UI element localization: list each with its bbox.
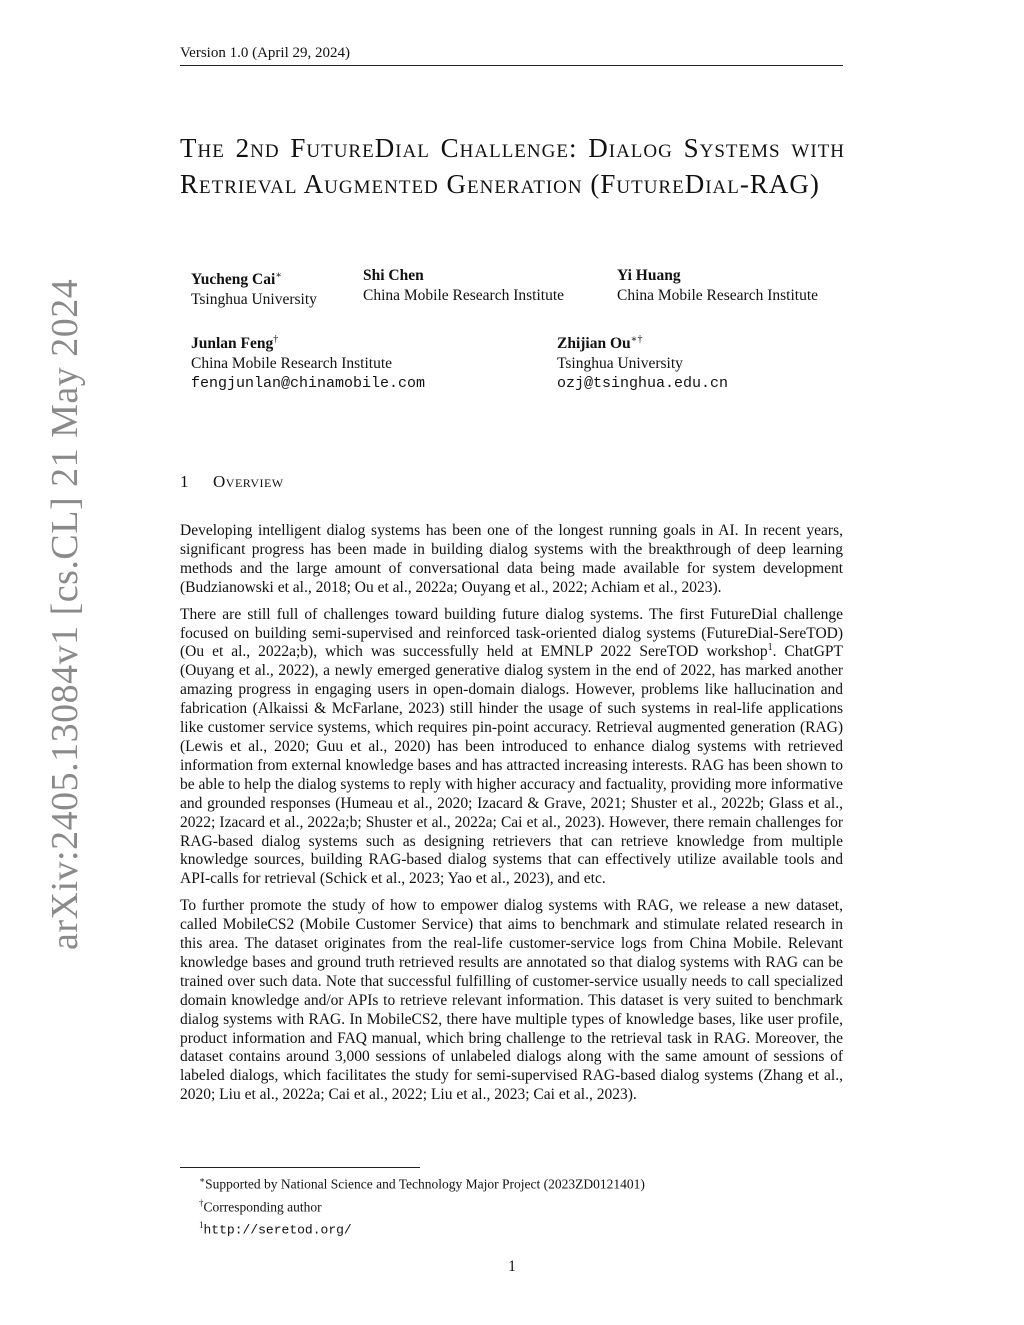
footnote-mark: 1 bbox=[199, 1220, 204, 1230]
author-mark: ∗ bbox=[275, 270, 283, 281]
author-name: Yucheng Cai bbox=[191, 271, 276, 289]
page-number: 1 bbox=[508, 1258, 516, 1275]
author-affiliation: Tsinghua University bbox=[191, 291, 317, 309]
author-affiliation: China Mobile Research Institute bbox=[191, 355, 393, 373]
author-block bbox=[191, 266, 317, 310]
footnote-rule bbox=[180, 1167, 420, 1168]
footnote bbox=[199, 1216, 839, 1240]
footnote-mark: † bbox=[199, 1197, 204, 1208]
author-block bbox=[191, 330, 425, 394]
body-text bbox=[180, 522, 843, 1113]
arxiv-identifier: arXiv:2405.13084v1 [cs.CL] 21 May 2024 bbox=[44, 278, 86, 950]
paragraph bbox=[180, 606, 843, 890]
author-name: Zhijian Ou bbox=[557, 335, 631, 353]
footnote-mark: ∗ bbox=[199, 1175, 206, 1185]
author-block bbox=[617, 266, 818, 306]
author-name: Junlan Feng bbox=[191, 335, 274, 353]
paragraph: To further promote the study of how to empower dialog systems with RAG, we release a new dataset, called MobileCS2 (Mobile Customer Service) that aims to benchmark and stimulate related research in this area. The dataset originates from the real-life customer-service logs from China Mobile. Relevant knowledge bases and ground truth retrieved results are annotated so that dialog systems with RAG can be trained over such data. Note that successful fulfilling of customer-service usually needs to call specialized domain knowledge and/or APIs to retrieve relevant information. This dataset is very suited to benchmark dialog systems with RAG. In MobileCS2, there have multiple types of knowledge bases, like user profile, product information and FAQ manual, which bring challenge to the retrieval task in RAG. Moreover, the dataset contains around 3,000 sessions of unlabeled dialogs along with the same amount of sessions of labeled dialogs, which facilitates the study for semi-supervised RAG-based dialog systems (Zhang et al., 2020; Liu et al., 2022a; Cai et al., 2022; Liu et al., 2023; Cai et al., 2023). bbox=[180, 897, 843, 1104]
author-name: Yi Huang bbox=[617, 267, 681, 284]
running-header: Version 1.0 (April 29, 2024) bbox=[180, 45, 350, 61]
section-title: Overview bbox=[213, 472, 284, 491]
paragraph-text: . ChatGPT (Ouyang et al., 2022), a newly emerged generative dialog system in the end of 2022, has marked another amazing progress in engaging users in open-domain dialogs. However, problems like hallucination and fabrication (Alkaissi & McFarlane, 2023) still hinder the usage of such systems in real-life applications like customer service systems, which requires pin-point accuracy. Retrieval augmented generation (RAG) (Lewis et al., 2020; Guu et al., 2020) has been introduced to enhance dialog systems with retrieved information from external knowledge bases and has attracted increasing interests. RAG has been shown to be able to help the dialog systems to reply with higher accuracy and factuality, providing more informative and grounded responses (Humeau et al., 2020; Izacard & Grave, 2021; Shuster et al., 2022b; Glass et al., 2022; Izacard et al., 2022a;b; Shuster et al., 2022a; Cai et al., 2023). However, there remain challenges for RAG-based dialog systems such as designing retrievers that can retrieve knowledge from multiple knowledge sources, building RAG-based dialog systems that can effectively utilize available tools and API-calls for retrieval (Schick et al., 2023; Yao et al., 2023), and etc. bbox=[180, 643, 843, 888]
author-affiliation: China Mobile Research Institute bbox=[617, 287, 819, 304]
footnote bbox=[199, 1194, 839, 1217]
footnote-text: Corresponding author bbox=[203, 1199, 322, 1214]
paper-title: The 2nd FutureDial Challenge: Dialog Systems with Retrieval Augmented Generation (FutureDial-RAG) bbox=[180, 133, 845, 199]
footnote-link[interactable]: http://seretod.org/ bbox=[203, 1222, 352, 1238]
footnote-text: Supported by National Science and Technology Major Project (2023ZD0121401) bbox=[205, 1176, 645, 1192]
paragraph-text: There are still full of challenges toward building future dialog systems. The first FutureDial challenge focused on building semi-supervised and reinforced task-oriented dialog systems (FutureDial-SereTOD) (Ou et al., 2022a;b), which was successfully held at EMNLP 2022 SereTOD workshop bbox=[180, 605, 843, 661]
author-affiliation: Tsinghua University bbox=[557, 355, 683, 373]
author-email[interactable]: fengjunlan@chinamobile.com bbox=[191, 375, 426, 393]
author-affiliation: China Mobile Research Institute bbox=[363, 287, 565, 304]
author-mark: † bbox=[273, 334, 279, 345]
author-mark: ∗† bbox=[630, 334, 643, 345]
author-block bbox=[363, 266, 564, 306]
footnotes bbox=[199, 1171, 839, 1240]
header-rule bbox=[180, 65, 843, 66]
author-name: Shi Chen bbox=[363, 267, 424, 284]
author-email[interactable]: ozj@tsinghua.edu.cn bbox=[557, 375, 729, 393]
footnote bbox=[199, 1171, 839, 1194]
section-heading bbox=[180, 472, 284, 492]
footnote-reference[interactable]: 1 bbox=[767, 642, 773, 654]
paragraph: Developing intelligent dialog systems has been one of the longest running goals in AI. In recent years, significant progress has been made in building dialog systems with the breakthrough of deep learning methods and the large amount of conversational data being made available for system development (Budzianowski et al., 2018; Ou et al., 2022a; Ouyang et al., 2022; Achiam et al., 2023). bbox=[180, 522, 843, 596]
section-number: 1 bbox=[180, 472, 189, 491]
author-block bbox=[557, 330, 728, 394]
